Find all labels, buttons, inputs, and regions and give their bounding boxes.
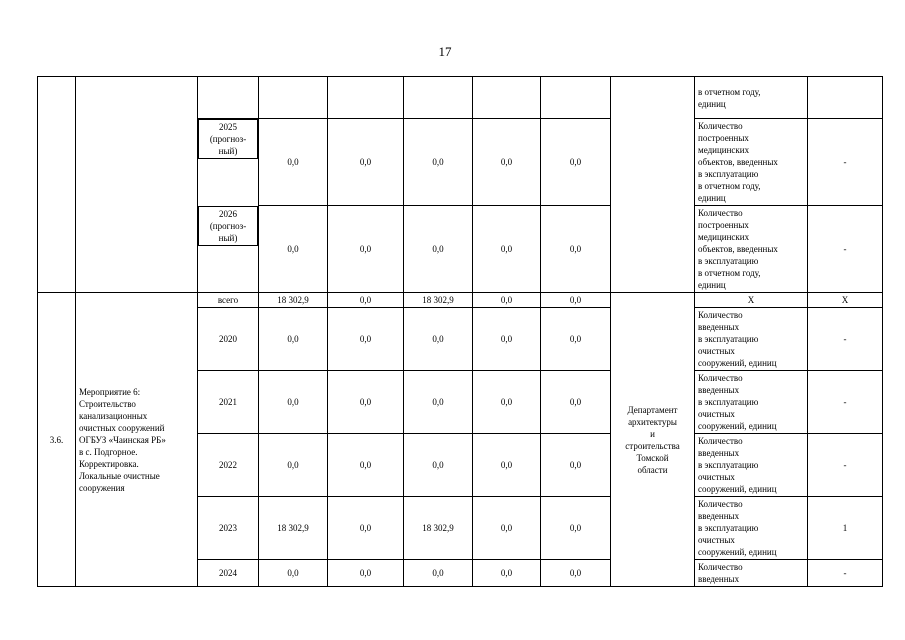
indicator-cell: X (695, 293, 808, 308)
value-cell: 0,0 (328, 434, 404, 497)
value-cell: 0,0 (404, 119, 473, 206)
measure-number: 3.6. (38, 293, 76, 587)
executor-cell: Департамент архитектуры и строительства Томской области (611, 293, 695, 587)
value-cell: 18 302,9 (404, 293, 473, 308)
value-cell: 0,0 (259, 560, 328, 587)
value-cell: 0,0 (328, 206, 404, 293)
table-row (38, 77, 883, 119)
value-cell: 0,0 (541, 308, 611, 371)
value-cell: 0,0 (473, 293, 541, 308)
value-cell: 18 302,9 (404, 497, 473, 560)
value-cell: 0,0 (328, 293, 404, 308)
value-cell: 0,0 (259, 371, 328, 434)
value-cell: 0,0 (473, 206, 541, 293)
year-cell: 2021 (198, 371, 259, 434)
year-cell (198, 77, 259, 119)
value-cell: 0,0 (404, 434, 473, 497)
year-cell: 2022 (198, 434, 259, 497)
value-cell: 0,0 (473, 308, 541, 371)
year-cell: 2024 (198, 560, 259, 587)
value-cell: 0,0 (541, 371, 611, 434)
value-cell: 0,0 (541, 560, 611, 587)
target-value-cell: X (808, 293, 883, 308)
year-cell: 2020 (198, 308, 259, 371)
value-cell: 0,0 (473, 119, 541, 206)
value-cell: 0,0 (259, 119, 328, 206)
year-cell: всего (198, 293, 259, 308)
target-value-cell: - (808, 206, 883, 293)
value-cell: 0,0 (404, 371, 473, 434)
program-table (37, 76, 883, 587)
indicator-cell: Количество построенных медицинских объектов, введенных в эксплуатацию в отчетном году, единиц (695, 206, 808, 293)
indicator-cell: Количество введенных в эксплуатацию очистных сооружений, единиц (695, 308, 808, 371)
indicator-cell: Количество введенных в эксплуатацию очистных сооружений, единиц (695, 434, 808, 497)
value-cell: 0,0 (259, 308, 328, 371)
indicator-cell: Количество введенных (695, 560, 808, 587)
target-value-cell: - (808, 371, 883, 434)
value-cell: 0,0 (259, 434, 328, 497)
value-cell: 0,0 (541, 293, 611, 308)
value-cell: 0,0 (541, 434, 611, 497)
indicator-cell: Количество введенных в эксплуатацию очистных сооружений, единиц (695, 371, 808, 434)
indicator-cell: Количество построенных медицинских объектов, введенных в эксплуатацию в отчетном году, единиц (695, 119, 808, 206)
value-cell: 0,0 (473, 560, 541, 587)
indicator-cell: в отчетном году, единиц (695, 77, 808, 119)
target-value-cell: - (808, 560, 883, 587)
target-value-cell: 1 (808, 497, 883, 560)
value-cell: 0,0 (328, 560, 404, 587)
value-cell: 18 302,9 (259, 497, 328, 560)
number-cell-empty (38, 77, 76, 293)
page-number: 17 (438, 44, 452, 59)
value-cell: 0,0 (541, 206, 611, 293)
value-cell: 18 302,9 (259, 293, 328, 308)
value-cell: 0,0 (259, 206, 328, 293)
value-cell: 0,0 (473, 371, 541, 434)
year-cell: 2026 (прогноз- ный) (198, 206, 258, 246)
year-cell: 2025 (прогноз- ный) (198, 119, 258, 159)
target-value-cell: - (808, 119, 883, 206)
value-cell: 0,0 (473, 434, 541, 497)
name-cell-empty (76, 77, 198, 293)
value-cell: 0,0 (473, 497, 541, 560)
value-cell: 0,0 (328, 371, 404, 434)
target-value-cell: - (808, 308, 883, 371)
value-cell: 0,0 (328, 308, 404, 371)
value-cell: 0,0 (541, 497, 611, 560)
value-cell: 0,0 (328, 119, 404, 206)
measure-name: Мероприятие 6: Строительство канализационных очистных сооружений ОГБУЗ «Чаинская РБ» в с. Подгорное. Корректировка. Локальные очистные сооружения (76, 293, 198, 587)
value-cell: 0,0 (404, 560, 473, 587)
value-cell: 0,0 (328, 497, 404, 560)
indicator-cell: Количество введенных в эксплуатацию очистных сооружений, единиц (695, 497, 808, 560)
executor-cell-empty (611, 77, 695, 293)
value-cell: 0,0 (404, 308, 473, 371)
value-cell: 0,0 (404, 206, 473, 293)
table-row-total (38, 293, 883, 308)
year-cell: 2023 (198, 497, 259, 560)
target-value-cell: - (808, 434, 883, 497)
value-cell: 0,0 (541, 119, 611, 206)
